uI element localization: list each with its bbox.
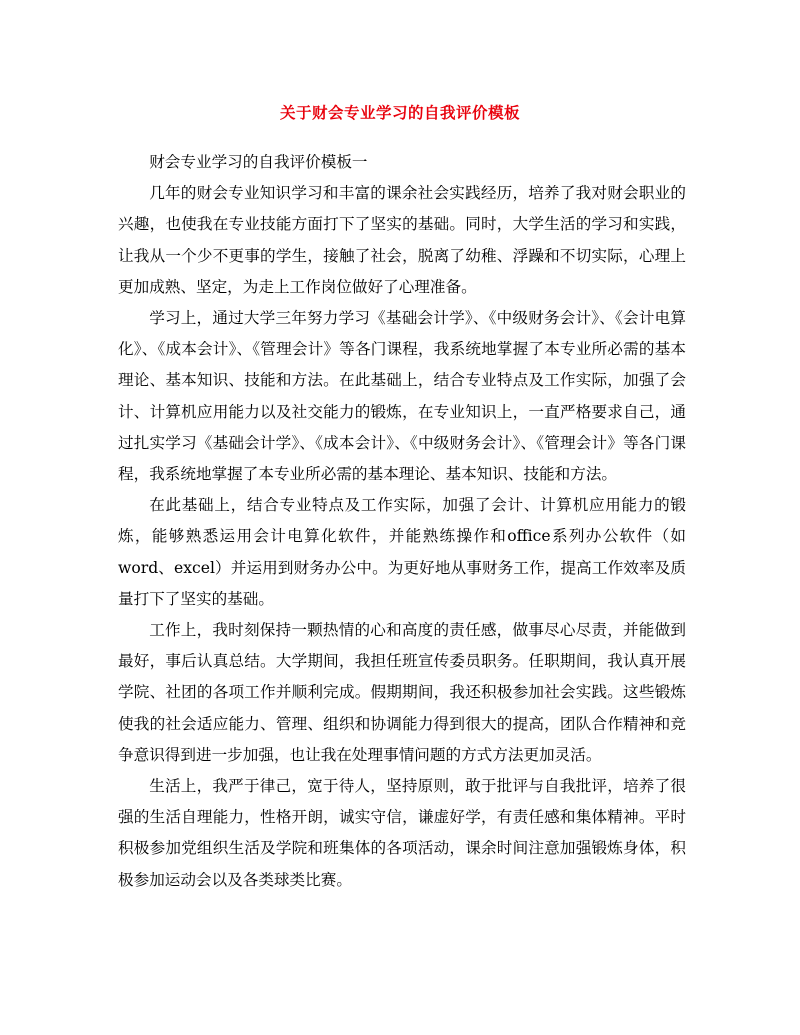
document-body <box>118 147 686 896</box>
paragraph: 学习上，通过大学三年努力学习《基础会计学》、《中级财务会计》、《会计电算化》、《成本会计》、《管理会计》等各门课程，我系统地掌握了本专业所必需的基本理论、基本知识、技能和方法。在此基础上，结合专业特点及工作实际，加强了会计、计算机应用能力以及社交能力的锻炼，在专业知识上，一直严格要求自己，通过扎实学习《基础会计学》、《成本会计》、《中级财务会计》、《管理会计》等各门课程，我系统地掌握了本专业所必需的基本理论、基本知识、技能和方法。 <box>118 309 686 484</box>
document-title: 关于财会专业学习的自我评价模板 <box>279 103 520 122</box>
paragraph: 在此基础上，结合专业特点及工作实际，加强了会计、计算机应用能力的锻炼，能够熟悉运用会计电算化软件，并能熟练操作和office系列办公软件（如word、excel）并运用到财务办公中。为更好地从事财务工作，提高工作效率及质量打下了坚实的基础。 <box>118 496 686 608</box>
paragraph: 生活上，我严于律己，宽于待人，坚持原则，敢于批评与自我批评，培养了很强的生活自理能力，性格开朗，诚实守信，谦虚好学，有责任感和集体精神。平时积极参加党组织生活及学院和班集体的各项活动，课余时间注意加强锻炼身体，积极参加运动会以及各类球类比赛。 <box>118 777 686 889</box>
paragraph-heading: 财会专业学习的自我评价模板一 <box>149 153 368 171</box>
paragraph: 工作上，我时刻保持一颗热情的心和高度的责任感，做事尽心尽责，并能做到最好，事后认真总结。大学期间，我担任班宣传委员职务。任职期间，我认真开展学院、社团的各项工作并顺利完成。假期期间，我还积极参加社会实践。这些锻炼使我的社会适应能力、管理、组织和协调能力得到很大的提高，团队合作精神和竞争意识得到进一步加强，也让我在处理事情问题的方式方法更加灵活。 <box>118 621 686 764</box>
paragraph: 几年的财会专业知识学习和丰富的课余社会实践经历，培养了我对财会职业的兴趣，也使我在专业技能方面打下了坚实的基础。同时，大学生活的学习和实践，让我从一个少不更事的学生，接触了社会，脱离了幼稚、浮躁和不切实际，心理上更加成熟、坚定，为走上工作岗位做好了心理准备。 <box>118 184 686 296</box>
